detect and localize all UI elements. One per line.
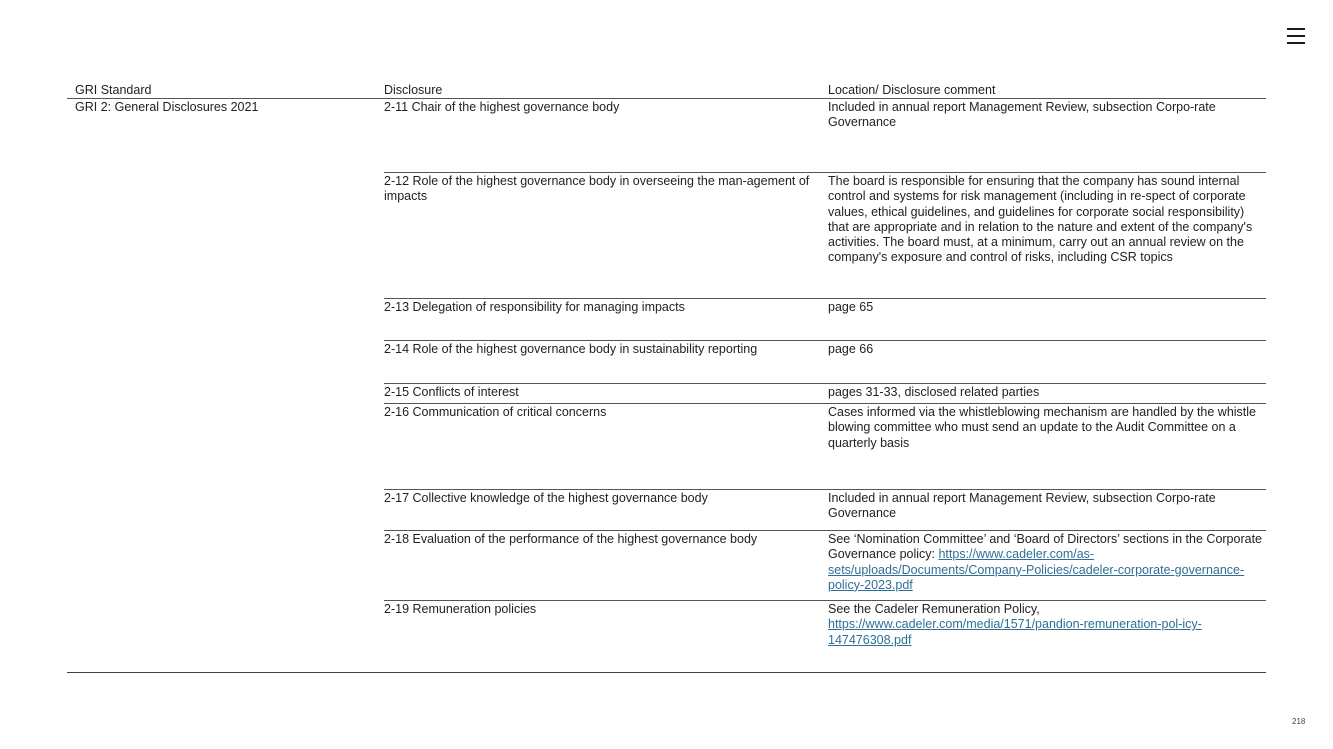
comment-cell: Included in annual report Management Review, subsection Corpo-rate Governance xyxy=(828,490,1266,531)
disclosure-cell: 2-14 Role of the highest governance body in sustainability reporting xyxy=(384,341,828,384)
comment-cell: page 65 xyxy=(828,299,1266,341)
comment-cell: The board is responsible for ensuring that the company has sound internal control and systems for risk management (including in re-spect of corporate values, ethical guidelines, and guidelines for corporate social responsibility) that are appropriate and in relation to the nature and extent of the company's activities. The board must, at a minimum, carry out an annual review on the company's exposure and control of risks, including CSR topics xyxy=(828,173,1266,299)
disclosure-cell: 2-19 Remuneration policies xyxy=(384,601,828,661)
bottom-divider xyxy=(67,672,1266,673)
disclosure-cell: 2-16 Communication of critical concerns xyxy=(384,404,828,490)
comment-cell: Cases informed via the whistleblowing mechanism are handled by the whistle blowing committee who must send an update to the Audit Committee on a quarterly basis xyxy=(828,404,1266,490)
page-number: 218 xyxy=(1292,717,1306,726)
disclosure-cell: 2-17 Collective knowledge of the highest governance body xyxy=(384,490,828,531)
menu-icon[interactable] xyxy=(1287,27,1305,44)
comment-cell: Included in annual report Management Review, subsection Corpo-rate Governance xyxy=(828,100,1216,130)
header-gri-standard: GRI Standard xyxy=(67,82,384,99)
comment-cell: page 66 xyxy=(828,341,1266,384)
comment-cell xyxy=(828,531,1266,601)
menu-bar xyxy=(1287,35,1305,37)
remuneration-policy-link[interactable]: https://www.cadeler.com/media/1571/pandion-remuneration-pol-icy-147476308.pdf xyxy=(828,617,1202,647)
gri-standard-cell: GRI 2: General Disclosures 2021 xyxy=(75,100,259,115)
header-disclosure: Disclosure xyxy=(384,82,828,99)
comment-text: See the Cadeler Remuneration Policy, xyxy=(828,602,1040,617)
gri-disclosure-table xyxy=(67,82,1266,661)
gri-disclosure-table-container xyxy=(67,82,1266,661)
comment-text: See ‘Nomination Committee’ and ‘Board of Directors’ sections in the Corporate Governance policy: xyxy=(828,532,1262,562)
table-row xyxy=(67,99,1266,173)
table-header-row xyxy=(67,82,1266,99)
disclosure-cell: 2-15 Conflicts of interest xyxy=(384,384,828,404)
comment-cell: pages 31-33, disclosed related parties xyxy=(828,384,1266,404)
governance-policy-link[interactable]: https://www.cadeler.com/as-sets/uploads/Documents/Company-Policies/cadeler-corporate-governance-policy-2023.pdf xyxy=(828,547,1245,592)
menu-bar xyxy=(1287,28,1305,30)
header-location-comment: Location/ Disclosure comment xyxy=(828,82,1266,99)
comment-cell xyxy=(828,601,1266,661)
disclosure-cell: 2-18 Evaluation of the performance of the highest governance body xyxy=(384,531,828,601)
disclosure-cell: 2-13 Delegation of responsibility for managing impacts xyxy=(384,299,828,341)
menu-bar xyxy=(1287,42,1305,44)
disclosure-cell: 2-12 Role of the highest governance body in overseeing the man-agement of impacts xyxy=(384,173,828,299)
disclosure-cell: 2-11 Chair of the highest governance body xyxy=(384,100,620,115)
